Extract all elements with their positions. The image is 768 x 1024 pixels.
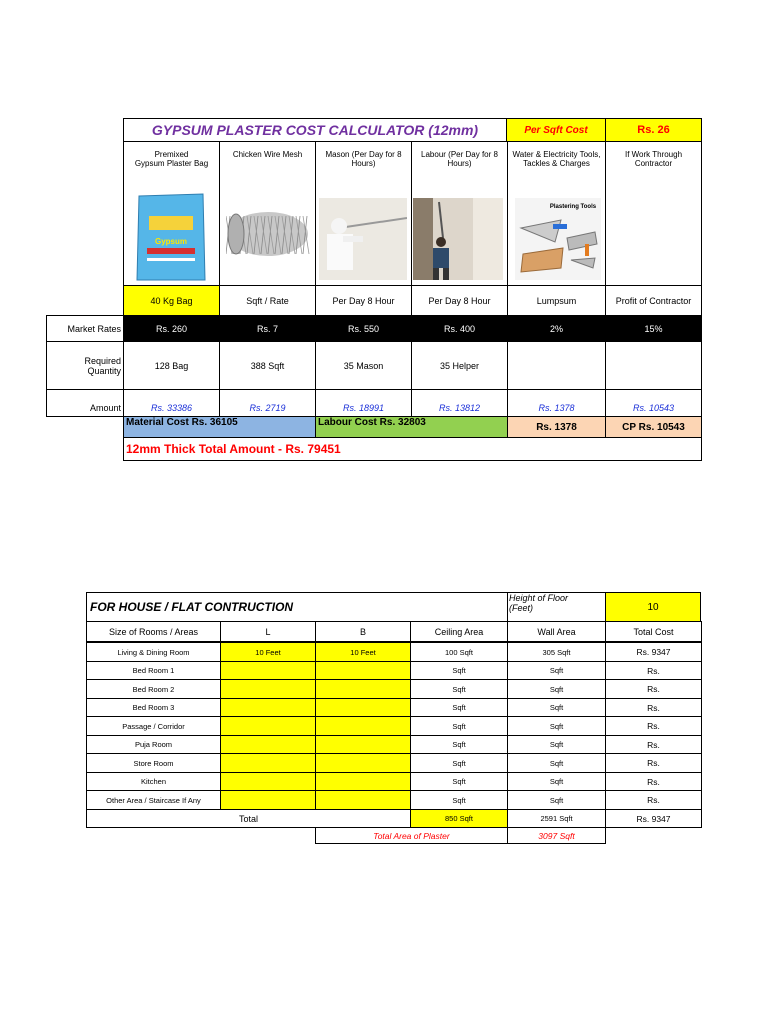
room-cost-cell: Rs. bbox=[605, 735, 702, 754]
market-rate-cell: Rs. 7 bbox=[219, 315, 316, 342]
amount-cell: Rs. 18991 bbox=[315, 389, 412, 417]
column-header-2: B bbox=[315, 621, 411, 642]
total-plaster-value: 3097 Sqft bbox=[507, 827, 606, 844]
market-rate-cell: Rs. 260 bbox=[123, 315, 220, 342]
total-ceiling-cell: 850 Sqft bbox=[410, 809, 508, 828]
unit-cell: Profit of Contractor bbox=[605, 285, 702, 316]
column-header: Chicken Wire Mesh bbox=[232, 150, 303, 159]
ceiling-area-cell: Sqft bbox=[410, 735, 508, 754]
calculator-title: GYPSUM PLASTER COST CALCULATOR (12mm) bbox=[123, 118, 507, 142]
ceiling-area-cell: Sqft bbox=[410, 716, 508, 736]
unit-cell: Per Day 8 Hour bbox=[411, 285, 508, 316]
required-quantity-cell: 128 Bag bbox=[123, 341, 220, 390]
labour-cost-cell: Labour Cost Rs. 32803 bbox=[315, 416, 508, 438]
room-breadth-input[interactable]: 10 Feet bbox=[315, 642, 411, 662]
column-header: Water & Electricity Tools, Tackles & Charges bbox=[512, 150, 601, 168]
room-name: Living & Dining Room bbox=[86, 642, 221, 662]
room-name: Store Room bbox=[86, 753, 221, 773]
amount-label: Amount bbox=[46, 389, 124, 417]
gypsum-bag-photo bbox=[135, 192, 207, 282]
floor-height-label: Height of Floor (Feet) bbox=[507, 592, 606, 622]
room-name: Passage / Corridor bbox=[86, 716, 221, 736]
bag-brand-label: Gypsum bbox=[154, 237, 188, 246]
room-length-input[interactable] bbox=[220, 661, 316, 680]
total-plaster-label: Total Area of Plaster bbox=[315, 827, 508, 844]
wall-area-cell: Sqft bbox=[507, 753, 606, 773]
amount-cell: Rs. 10543 bbox=[605, 389, 702, 417]
mason-photo bbox=[319, 198, 407, 280]
column-header-4: Wall Area bbox=[507, 621, 606, 642]
ceiling-area-cell: Sqft bbox=[410, 679, 508, 699]
grand-total-cell: 12mm Thick Total Amount - Rs. 79451 bbox=[123, 437, 702, 461]
column-header-5: Total Cost bbox=[605, 621, 702, 642]
room-breadth-input[interactable] bbox=[315, 679, 411, 699]
amount-cell: Rs. 1378 bbox=[507, 389, 606, 417]
total-label: Total bbox=[86, 809, 411, 828]
room-length-input[interactable] bbox=[220, 698, 316, 717]
room-cost-cell: Rs. bbox=[605, 790, 702, 810]
wall-area-cell: Sqft bbox=[507, 661, 606, 680]
wall-area-cell: Sqft bbox=[507, 698, 606, 717]
market-rate-cell: Rs. 550 bbox=[315, 315, 412, 342]
ceiling-area-cell: Sqft bbox=[410, 661, 508, 680]
column-header-0: Size of Rooms / Areas bbox=[86, 621, 221, 642]
ceiling-area-cell: Sqft bbox=[410, 772, 508, 791]
column-header: If Work Through Contractor bbox=[624, 150, 683, 168]
cp-cost-cell: CP Rs. 10543 bbox=[605, 416, 702, 438]
room-length-input[interactable] bbox=[220, 679, 316, 699]
labour-photo bbox=[413, 198, 503, 280]
room-length-input[interactable] bbox=[220, 772, 316, 791]
market-rates-label: Market Rates bbox=[46, 315, 124, 342]
room-cost-cell: Rs. bbox=[605, 698, 702, 717]
room-cost-cell: Rs. 9347 bbox=[605, 642, 702, 662]
wall-area-cell: Sqft bbox=[507, 679, 606, 699]
market-rate-cell: Rs. 400 bbox=[411, 315, 508, 342]
room-cost-cell: Rs. bbox=[605, 772, 702, 791]
house-title: FOR HOUSE / FLAT CONTRUCTION bbox=[86, 592, 508, 622]
room-name: Bed Room 2 bbox=[86, 679, 221, 699]
room-cost-cell: Rs. bbox=[605, 716, 702, 736]
ceiling-area-cell: 100 Sqft bbox=[410, 642, 508, 662]
room-breadth-input[interactable] bbox=[315, 698, 411, 717]
material-cost-cell: Material Cost Rs. 36105 bbox=[123, 416, 316, 438]
unit-cell: Lumpsum bbox=[507, 285, 606, 316]
room-name: Puja Room bbox=[86, 735, 221, 754]
room-breadth-input[interactable] bbox=[315, 716, 411, 736]
room-cost-cell: Rs. bbox=[605, 753, 702, 773]
room-length-input[interactable] bbox=[220, 753, 316, 773]
market-rate-cell: 2% bbox=[507, 315, 606, 342]
room-length-input[interactable] bbox=[220, 790, 316, 810]
ceiling-area-cell: Sqft bbox=[410, 790, 508, 810]
room-length-input[interactable] bbox=[220, 735, 316, 754]
required-quantity-label: Required Quantity bbox=[46, 341, 124, 390]
wall-area-cell: Sqft bbox=[507, 790, 606, 810]
ceiling-area-cell: Sqft bbox=[410, 753, 508, 773]
wall-area-cell: Sqft bbox=[507, 772, 606, 791]
room-length-input[interactable]: 10 Feet bbox=[220, 642, 316, 662]
amount-cell: Rs. 2719 bbox=[219, 389, 316, 417]
wall-area-cell: Sqft bbox=[507, 716, 606, 736]
column-header-3: Ceiling Area bbox=[410, 621, 508, 642]
wall-area-cell: 305 Sqft bbox=[507, 642, 606, 662]
required-quantity-cell bbox=[605, 341, 702, 390]
per-sqft-label: Per Sqft Cost bbox=[506, 118, 606, 142]
market-rate-cell: 15% bbox=[605, 315, 702, 342]
column-header: Labour (Per Day for 8 Hours) bbox=[421, 150, 498, 168]
per-sqft-value: Rs. 26 bbox=[605, 118, 702, 142]
room-breadth-input[interactable] bbox=[315, 772, 411, 791]
required-quantity-cell: 35 Helper bbox=[411, 341, 508, 390]
total-wall-cell: 2591 Sqft bbox=[507, 809, 606, 828]
required-quantity-cell: 388 Sqft bbox=[219, 341, 316, 390]
ceiling-area-cell: Sqft bbox=[410, 698, 508, 717]
wire-mesh-photo bbox=[226, 198, 310, 270]
room-name: Kitchen bbox=[86, 772, 221, 791]
floor-height-input[interactable]: 10 bbox=[605, 592, 701, 622]
room-length-input[interactable] bbox=[220, 716, 316, 736]
unit-cell: Per Day 8 Hour bbox=[315, 285, 412, 316]
room-name: Other Area / Staircase If Any bbox=[86, 790, 221, 810]
required-quantity-cell: 35 Mason bbox=[315, 341, 412, 390]
wall-area-cell: Sqft bbox=[507, 735, 606, 754]
column-header: Premixed Gypsum Plaster Bag bbox=[134, 150, 209, 168]
room-breadth-input[interactable] bbox=[315, 661, 411, 680]
room-breadth-input[interactable] bbox=[315, 790, 411, 810]
amount-cell: Rs. 13812 bbox=[411, 389, 508, 417]
misc-cost-cell: Rs. 1378 bbox=[507, 416, 606, 438]
total-cost-cell: Rs. 9347 bbox=[605, 809, 702, 828]
room-name: Bed Room 1 bbox=[86, 661, 221, 680]
unit-cell: 40 Kg Bag bbox=[123, 285, 220, 316]
room-cost-cell: Rs. bbox=[605, 661, 702, 680]
room-cost-cell: Rs. bbox=[605, 679, 702, 699]
amount-cell: Rs. 33386 bbox=[123, 389, 220, 417]
room-breadth-input[interactable] bbox=[315, 735, 411, 754]
room-name: Bed Room 3 bbox=[86, 698, 221, 717]
required-quantity-cell bbox=[507, 341, 606, 390]
plastering-tools-photo bbox=[515, 198, 601, 280]
room-breadth-input[interactable] bbox=[315, 753, 411, 773]
column-header-1: L bbox=[220, 621, 316, 642]
unit-cell: Sqft / Rate bbox=[219, 285, 316, 316]
column-header: Mason (Per Day for 8 Hours) bbox=[325, 150, 402, 168]
plastering-tools-caption: Plastering Tools bbox=[549, 204, 597, 210]
